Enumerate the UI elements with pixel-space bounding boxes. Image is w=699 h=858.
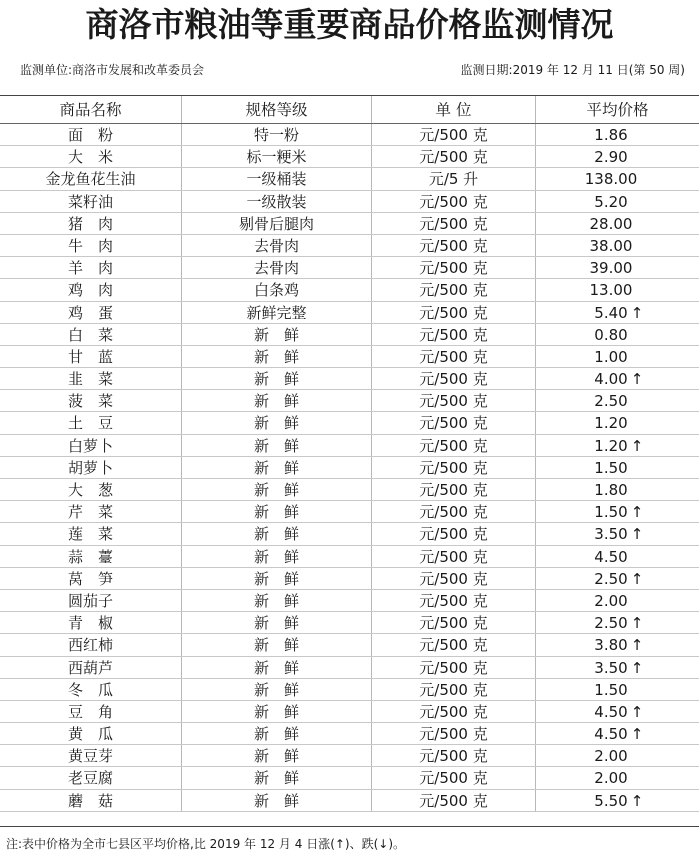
price-value: 1.50 bbox=[594, 458, 628, 477]
commodity-unit: 元/500 克 bbox=[371, 302, 535, 323]
commodity-spec: 剔骨后腿肉 bbox=[181, 213, 371, 234]
commodity-price bbox=[535, 235, 699, 256]
commodity-spec: 新 鲜 bbox=[181, 590, 371, 611]
commodity-price bbox=[535, 302, 699, 323]
commodity-name: 甘 蓝 bbox=[67, 347, 113, 366]
commodity-name: 豆 角 bbox=[67, 702, 113, 721]
price-value: 1.20 bbox=[594, 436, 628, 455]
commodity-unit: 元/500 克 bbox=[371, 124, 535, 145]
table-row bbox=[0, 213, 699, 235]
commodity-price bbox=[535, 479, 699, 500]
commodity-unit: 元/500 克 bbox=[371, 390, 535, 411]
commodity-unit: 元/500 克 bbox=[371, 546, 535, 567]
commodity-unit: 元/5 升 bbox=[371, 168, 535, 189]
price-value: 2.90 bbox=[594, 148, 628, 167]
commodity-unit: 元/500 克 bbox=[371, 590, 535, 611]
commodity-spec: 新鲜完整 bbox=[181, 302, 371, 323]
header-unit: 单 位 bbox=[371, 96, 535, 123]
commodity-spec: 新 鲜 bbox=[181, 324, 371, 345]
table-row bbox=[0, 168, 699, 190]
commodity-unit: 元/500 克 bbox=[371, 679, 535, 700]
commodity-name: 土 豆 bbox=[67, 414, 113, 433]
price-value: 138.00 bbox=[584, 170, 638, 189]
commodity-name: 菜籽油 bbox=[67, 192, 113, 211]
price-value: 2.00 bbox=[594, 769, 628, 788]
commodity-price bbox=[535, 346, 699, 367]
table-row bbox=[0, 745, 699, 767]
commodity-spec: 去骨肉 bbox=[181, 235, 371, 256]
price-value: 3.50 bbox=[594, 658, 628, 677]
price-value: 0.80 bbox=[594, 325, 628, 344]
commodity-spec: 一级桶装 bbox=[181, 168, 371, 189]
price-value: 2.50 bbox=[594, 614, 628, 633]
commodity-price bbox=[535, 435, 699, 456]
table-row bbox=[0, 701, 699, 723]
trend-arrow-icon: ↑ bbox=[630, 702, 644, 721]
trend-arrow-icon: ↑ bbox=[630, 503, 644, 522]
table-row bbox=[0, 257, 699, 279]
table-row bbox=[0, 612, 699, 634]
commodity-spec: 新 鲜 bbox=[181, 679, 371, 700]
table-row bbox=[0, 590, 699, 612]
commodity-unit: 元/500 克 bbox=[371, 634, 535, 655]
table-body bbox=[0, 124, 699, 812]
commodity-name: 韭 菜 bbox=[67, 370, 113, 389]
price-value: 1.80 bbox=[594, 481, 628, 499]
commodity-price bbox=[535, 146, 699, 167]
commodity-name: 圆茄子 bbox=[67, 591, 113, 610]
commodity-name: 芹 菜 bbox=[67, 503, 113, 522]
commodity-price bbox=[535, 457, 699, 478]
table-row bbox=[0, 302, 699, 324]
price-value: 4.50 bbox=[594, 725, 628, 744]
commodity-name: 金龙鱼花生油 bbox=[45, 170, 136, 189]
commodity-unit: 元/500 克 bbox=[371, 279, 535, 300]
table-header-row bbox=[0, 96, 699, 124]
price-value: 39.00 bbox=[589, 259, 633, 278]
commodity-spec: 新 鲜 bbox=[181, 368, 371, 389]
price-value: 2.50 bbox=[594, 392, 628, 411]
commodity-name: 白 菜 bbox=[67, 325, 113, 344]
commodity-name: 大 米 bbox=[67, 148, 113, 167]
trend-arrow-icon: ↑ bbox=[630, 370, 644, 389]
commodity-name: 蒜 薹 bbox=[67, 547, 113, 566]
commodity-spec: 新 鲜 bbox=[181, 457, 371, 478]
commodity-spec: 新 鲜 bbox=[181, 390, 371, 411]
commodity-price bbox=[535, 790, 699, 811]
commodity-spec: 新 鲜 bbox=[181, 523, 371, 544]
commodity-spec: 新 鲜 bbox=[181, 701, 371, 722]
commodity-price bbox=[535, 679, 699, 700]
trend-arrow-icon: ↑ bbox=[630, 636, 644, 655]
commodity-name: 面 粉 bbox=[67, 126, 113, 144]
commodity-unit: 元/500 克 bbox=[371, 568, 535, 589]
table-row bbox=[0, 124, 699, 146]
commodity-unit: 元/500 克 bbox=[371, 457, 535, 478]
trend-arrow-icon: ↑ bbox=[630, 569, 644, 588]
commodity-name: 大 葱 bbox=[67, 481, 113, 499]
commodity-price bbox=[535, 745, 699, 766]
price-value: 2.00 bbox=[594, 747, 628, 766]
table-row bbox=[0, 457, 699, 479]
commodity-spec: 新 鲜 bbox=[181, 479, 371, 500]
table-row bbox=[0, 501, 699, 523]
monitor-date: 监测日期:2019 年 12 月 11 日(第 50 周) bbox=[460, 63, 685, 77]
commodity-unit: 元/500 克 bbox=[371, 191, 535, 212]
commodity-unit: 元/500 克 bbox=[371, 235, 535, 256]
commodity-name: 黄 瓜 bbox=[67, 725, 113, 744]
price-value: 1.50 bbox=[594, 680, 628, 699]
price-value: 5.50 bbox=[594, 791, 628, 810]
commodity-spec: 新 鲜 bbox=[181, 546, 371, 567]
trend-arrow-icon: ↑ bbox=[630, 303, 644, 322]
commodity-price bbox=[535, 501, 699, 522]
commodity-name: 老豆腐 bbox=[67, 769, 113, 788]
bottom-rule bbox=[0, 826, 699, 827]
commodity-unit: 元/500 克 bbox=[371, 790, 535, 811]
commodity-unit: 元/500 克 bbox=[371, 745, 535, 766]
table-row bbox=[0, 679, 699, 701]
commodity-name: 莲 菜 bbox=[67, 525, 113, 544]
commodity-price bbox=[535, 612, 699, 633]
commodity-spec: 新 鲜 bbox=[181, 634, 371, 655]
price-value: 4.00 bbox=[594, 370, 628, 389]
commodity-spec: 新 鲜 bbox=[181, 657, 371, 678]
table-row bbox=[0, 723, 699, 745]
price-value: 3.80 bbox=[594, 636, 628, 655]
commodity-name: 冬 瓜 bbox=[67, 680, 113, 699]
commodity-price bbox=[535, 213, 699, 234]
price-value: 1.50 bbox=[594, 503, 628, 522]
commodity-unit: 元/500 克 bbox=[371, 257, 535, 278]
table-row bbox=[0, 390, 699, 412]
monitor-unit: 监测单位:商洛市发展和改革委员会 bbox=[20, 63, 205, 77]
header-name: 商品名称 bbox=[59, 101, 122, 119]
table-row bbox=[0, 546, 699, 568]
table-row bbox=[0, 346, 699, 368]
commodity-spec: 新 鲜 bbox=[181, 767, 371, 788]
trend-arrow-icon: ↑ bbox=[630, 436, 644, 455]
commodity-name: 黄豆芽 bbox=[67, 747, 113, 766]
commodity-unit: 元/500 克 bbox=[371, 657, 535, 678]
commodity-spec: 新 鲜 bbox=[181, 723, 371, 744]
header-spec: 规格等级 bbox=[181, 96, 371, 123]
commodity-price bbox=[535, 634, 699, 655]
commodity-price bbox=[535, 168, 699, 189]
commodity-price bbox=[535, 412, 699, 433]
commodity-name: 蘑 菇 bbox=[67, 791, 113, 810]
commodity-unit: 元/500 克 bbox=[371, 723, 535, 744]
commodity-price bbox=[535, 257, 699, 278]
commodity-price bbox=[535, 568, 699, 589]
commodity-unit: 元/500 克 bbox=[371, 368, 535, 389]
table-row bbox=[0, 191, 699, 213]
commodity-price bbox=[535, 279, 699, 300]
commodity-unit: 元/500 克 bbox=[371, 501, 535, 522]
commodity-name: 西葫芦 bbox=[67, 658, 113, 677]
commodity-spec: 特一粉 bbox=[181, 124, 371, 145]
commodity-price bbox=[535, 523, 699, 544]
commodity-spec: 去骨肉 bbox=[181, 257, 371, 278]
price-value: 2.50 bbox=[594, 569, 628, 588]
commodity-unit: 元/500 克 bbox=[371, 346, 535, 367]
trend-arrow-icon: ↑ bbox=[630, 791, 644, 810]
price-value: 2.00 bbox=[594, 591, 628, 610]
table-row bbox=[0, 523, 699, 545]
price-value: 5.40 bbox=[594, 303, 628, 322]
table-row bbox=[0, 790, 699, 812]
commodity-name: 鸡 蛋 bbox=[67, 303, 113, 322]
commodity-name: 鸡 肉 bbox=[67, 281, 113, 300]
trend-arrow-icon: ↑ bbox=[630, 525, 644, 544]
commodity-price bbox=[535, 324, 699, 345]
commodity-name: 西红柿 bbox=[67, 636, 113, 655]
table-row bbox=[0, 368, 699, 390]
price-value: 1.00 bbox=[594, 347, 628, 366]
trend-arrow-icon: ↑ bbox=[630, 725, 644, 744]
header-price: 平均价格 bbox=[535, 96, 699, 123]
price-value: 13.00 bbox=[589, 281, 633, 300]
table-row bbox=[0, 767, 699, 789]
commodity-unit: 元/500 克 bbox=[371, 479, 535, 500]
commodity-price bbox=[535, 390, 699, 411]
commodity-spec: 新 鲜 bbox=[181, 501, 371, 522]
price-value: 4.50 bbox=[594, 547, 628, 566]
commodity-spec: 新 鲜 bbox=[181, 346, 371, 367]
table-row bbox=[0, 479, 699, 501]
trend-arrow-icon: ↑ bbox=[630, 614, 644, 633]
commodity-name: 羊 肉 bbox=[67, 259, 113, 278]
commodity-name: 莴 笋 bbox=[67, 569, 113, 588]
commodity-spec: 标一粳米 bbox=[181, 146, 371, 167]
table-row bbox=[0, 412, 699, 434]
commodity-spec: 新 鲜 bbox=[181, 435, 371, 456]
price-value: 4.50 bbox=[594, 702, 628, 721]
commodity-name: 白萝卜 bbox=[67, 436, 113, 455]
commodity-spec: 一级散装 bbox=[181, 191, 371, 212]
commodity-spec: 新 鲜 bbox=[181, 412, 371, 433]
commodity-price bbox=[535, 124, 699, 145]
commodity-unit: 元/500 克 bbox=[371, 146, 535, 167]
commodity-spec: 新 鲜 bbox=[181, 790, 371, 811]
commodity-price bbox=[535, 767, 699, 788]
commodity-spec: 白条鸡 bbox=[181, 279, 371, 300]
price-value: 28.00 bbox=[589, 214, 633, 233]
price-value: 3.50 bbox=[594, 525, 628, 544]
commodity-price bbox=[535, 191, 699, 212]
price-value: 38.00 bbox=[589, 236, 633, 255]
commodity-spec: 新 鲜 bbox=[181, 612, 371, 633]
price-value: 1.20 bbox=[594, 414, 628, 433]
price-value: 5.20 bbox=[594, 192, 628, 211]
commodity-unit: 元/500 克 bbox=[371, 701, 535, 722]
commodity-price bbox=[535, 723, 699, 744]
page-title: 商洛市粮油等重要商品价格监测情况 bbox=[85, 5, 614, 44]
commodity-name: 胡萝卜 bbox=[67, 458, 113, 477]
commodity-price bbox=[535, 368, 699, 389]
commodity-unit: 元/500 克 bbox=[371, 213, 535, 234]
commodity-spec: 新 鲜 bbox=[181, 568, 371, 589]
commodity-price bbox=[535, 546, 699, 567]
commodity-unit: 元/500 克 bbox=[371, 435, 535, 456]
table-row bbox=[0, 568, 699, 590]
commodity-price bbox=[535, 657, 699, 678]
commodity-unit: 元/500 克 bbox=[371, 612, 535, 633]
commodity-name: 菠 菜 bbox=[67, 392, 113, 411]
price-value: 1.86 bbox=[594, 126, 628, 144]
table-row bbox=[0, 279, 699, 301]
commodity-unit: 元/500 克 bbox=[371, 767, 535, 788]
commodity-price bbox=[535, 590, 699, 611]
footnote: 注:表中价格为全市七县区平均价格,比 2019 年 12 月 4 日涨(↑)、跌(↓)。 bbox=[6, 837, 406, 851]
commodity-spec: 新 鲜 bbox=[181, 745, 371, 766]
table-row bbox=[0, 634, 699, 656]
price-table bbox=[0, 96, 699, 812]
table-row bbox=[0, 324, 699, 346]
commodity-name: 青 椒 bbox=[67, 614, 113, 633]
commodity-unit: 元/500 克 bbox=[371, 412, 535, 433]
commodity-unit: 元/500 克 bbox=[371, 324, 535, 345]
commodity-name: 牛 肉 bbox=[67, 236, 113, 255]
commodity-unit: 元/500 克 bbox=[371, 523, 535, 544]
commodity-name: 猪 肉 bbox=[67, 214, 113, 233]
table-row bbox=[0, 435, 699, 457]
table-row bbox=[0, 146, 699, 168]
table-row bbox=[0, 235, 699, 257]
commodity-price bbox=[535, 701, 699, 722]
table-row bbox=[0, 657, 699, 679]
trend-arrow-icon: ↑ bbox=[630, 658, 644, 677]
